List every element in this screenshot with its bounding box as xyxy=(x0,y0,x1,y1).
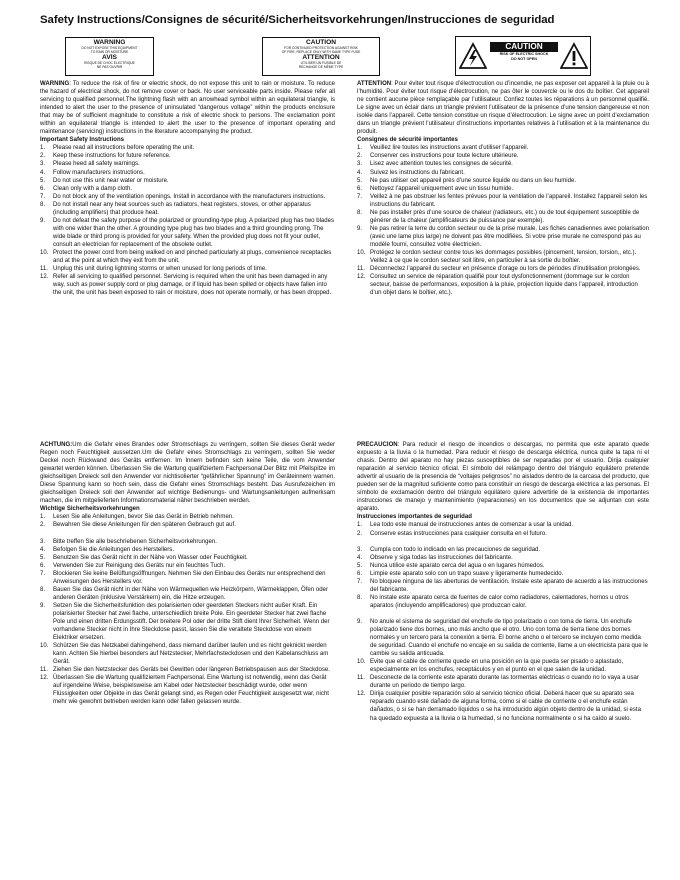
list-item-number: 6. xyxy=(357,185,363,192)
list-item-number: 5. xyxy=(357,177,363,184)
german-lead: ACHTUNG: xyxy=(40,442,73,448)
list-item-text: Please read all instructions before operating the unit. xyxy=(53,145,195,152)
list-item-text: Bitte treffen Sie alle beschriebenen Sicherheitsvorkehrungen. xyxy=(53,538,217,545)
list-item-number: 12. xyxy=(40,274,49,281)
list-item xyxy=(357,185,649,193)
list-item xyxy=(40,177,335,185)
list-item-text: Desconecte de la corriente este aparato durante las tormentas eléctricas o cuando no lo vaya a usar durante un periodo de tiempo largo. xyxy=(370,675,639,690)
spanish-lead: PRECAUCION xyxy=(357,442,398,448)
list-item xyxy=(40,602,335,642)
list-item xyxy=(357,152,649,160)
avis-line-1: RISQUE DE CHOC ÉLECTRIQUE xyxy=(84,61,135,66)
list-item-number: 12. xyxy=(40,675,49,682)
spanish-heading: Instrucciones importantes de seguridad xyxy=(357,514,472,521)
list-item-text: Bewahren Sie diese Anleitungen für den späteren Gebrauch gut auf. xyxy=(53,522,236,529)
list-item-text: Suivez les instructions du fabricant. xyxy=(370,169,465,176)
list-item-number: 8. xyxy=(357,209,363,216)
list-item-number: 11. xyxy=(357,675,365,682)
english-list xyxy=(40,144,335,297)
exclamation-triangle-icon xyxy=(560,42,588,70)
warning-heading: WARNING xyxy=(93,39,126,46)
list-item-text: Ne pas retirer la terre du cordon secteur ou de la prise murale. Les fiches canadiennes avec polarisation (avec une lame plus large) ne doivent pas être modifiées. Si votre prise murale ne correspond pas au modèle fourni, consultez votre électricien. xyxy=(370,225,649,248)
list-item-number: 4. xyxy=(40,169,46,176)
list-item xyxy=(40,201,335,217)
list-item xyxy=(357,578,649,594)
list-item xyxy=(40,169,335,177)
list-item-number: 10. xyxy=(357,659,366,666)
list-item-number: 7. xyxy=(357,193,363,200)
list-item xyxy=(357,177,649,185)
list-item-text: Conserve estas instrucciones para cualquier consulta en el futuro. xyxy=(370,530,547,537)
list-item-text: Verwenden Sie zur Reinigung des Geräts nur ein feuchtes Tuch. xyxy=(53,562,226,569)
list-item xyxy=(357,249,649,265)
list-item-text: Do not block any of the ventilation openings. Install in accordance with the manufacturers instructions. xyxy=(53,193,326,200)
list-item xyxy=(40,217,335,249)
list-item-text: Befolgen Sie die Anleitungen des Herstellers. xyxy=(53,546,175,553)
list-item-number: 1. xyxy=(357,145,363,152)
list-item xyxy=(40,160,335,168)
list-item xyxy=(357,273,649,297)
list-item-text: Cumpla con todo lo indicado en las precauciones de seguridad. xyxy=(370,546,541,553)
list-item-text: Refer all servicing to qualified personnel. Servicing is required when the unit has been damaged in any way, such as power supply cord or plug damage, or if liquid has been spilled or objects have fallen into the unit, the unit has been exposed to rain or moisture, does not operate normally, or has been dropped. xyxy=(53,274,332,297)
english-intro-text: : To reduce the risk of fire or electric shock, do not expose this unit to rain or moisture. To reduce the hazard of electrical shock, do not remove cover or back. No user serviceable parts inside. Please refer all servicing to qualified personnel.The lightning flash with an arrowhead symbol within an equilateral triangle, is intended to alert the user to the presence of uninsulated “dangerous voltage” within the products enclosure that may be of sufficient magnitude to constitute a risk of electric shock to persons. The exclamation point within an equilateral triangle is intended to alert the user to the presence of important operating and maintenance (servicing) instructions in the literature accompanying the product. xyxy=(40,81,335,136)
list-item-text: Ne pas utiliser cet appareil près d’une source liquide ou dans un lieu humide. xyxy=(370,177,577,184)
shock-caution-heading: CAUTION xyxy=(490,42,558,52)
french-lead: ATTENTION xyxy=(357,81,392,87)
list-item xyxy=(357,594,649,610)
french-intro-text: : Pour éviter tout risque d’électrocution ou d’incendie, ne pas exposer cet appareil à la pluie ou à l’humidité. Pour éviter tout risque d’électrocution, ne pas ôter le couvercle ou le dos du boîtier. Cet appareil ne contient aucune pièce remplaçable par l’utilisateur. Confiez toutes les réparations à un personnel qualifié. Le signe avec un éclair dans un triangle prévient l’utilisateur de la présence d’une tension dangereuse et non isolée dans l’appareil. Cette tension constitue un risque d’électrocution. Le signe avec un point d’exclamation dans un triangle prévient l’utilisateur d’instructions importantes relatives à l’utilisation et à la maintenance du produit. xyxy=(357,81,649,136)
list-item-text: Do not install near any heat sources such as radiators, heat registers, stoves, or other apparatus (including amplifiers) that produce heat. xyxy=(53,201,311,216)
list-item xyxy=(357,570,649,578)
list-item xyxy=(357,521,649,529)
list-item-text: Ne pas installer près d’une source de chaleur (radiateurs, etc.) ou de tout équipement susceptible de générer de la chaleur (amplificateurs de puissance par exemple). xyxy=(370,209,640,224)
list-item xyxy=(40,562,335,570)
fuse-attention-line-2: RECHANGE DE MÊME TYPE xyxy=(298,65,344,70)
list-item-text: No instale este aparato cerca de fuentes de calor como radiadores, calentadores, hornos u otros aparatos (incluyendo amplificadores) que produzcan calor. xyxy=(370,594,629,609)
list-item-text: Ziehen Sie den Netzstecker des Geräts bei Gewitten oder längeren Betriebspausen aus der Steckdose. xyxy=(53,667,330,674)
list-item-text: Lea todo este manual de instrucciones antes de comenzar a usar la unidad. xyxy=(370,522,574,529)
list-item xyxy=(357,530,649,538)
list-item xyxy=(357,209,649,225)
list-item xyxy=(357,618,649,658)
list-item-number: 5. xyxy=(357,562,363,569)
list-item-number: 4. xyxy=(357,554,363,561)
list-item xyxy=(357,265,649,273)
fuse-caution-heading: CAUTION xyxy=(305,39,337,46)
warning-line-1: DO NOT EXPOSE THIS EQUIPMENT xyxy=(81,46,138,50)
list-item-text: Setzen Sie die Sicherheitsfunktion des polarisierten oder geerdeten Steckers nicht außer Kraft. Ein polarisierter Stecker hat zwei flache, unterschiedlich breite Pole. Ein geerdeter Stecker hat zwei flache Pole und einen dritten Erdungsstift. Der breitere Pol oder der dritte Stift dient Ihrer Sicherheit. Wenn der vorhandene Stecker nicht in Ihre Steckdose passt, lassen Sie die veraltete Steckdose von einem Elektriker ersetzen. xyxy=(53,602,330,642)
avis-heading: AVIS xyxy=(102,54,117,62)
list-item-number: 10. xyxy=(357,249,366,256)
list-item-number: 6. xyxy=(357,570,363,577)
list-item-text: Déconnectez l’appareil du secteur en présence d’orage ou lors de périodes d’inutilisation prolongées. xyxy=(370,266,641,273)
list-item xyxy=(40,185,335,193)
list-item xyxy=(357,554,649,562)
list-item-text: Lesen Sie alle Anleitungen, bevor Sie das Gerät in Betrieb nehmen. xyxy=(53,514,234,521)
list-item xyxy=(357,193,649,209)
spanish-intro xyxy=(357,441,649,513)
list-item-number: 5. xyxy=(40,554,46,561)
list-item-number: 2. xyxy=(357,153,363,160)
warning-label xyxy=(65,37,154,76)
list-item xyxy=(357,546,649,554)
fuse-caution-line-2: OF FIRE, REPLACE ONLY WITH SAME TYPE FUSE xyxy=(281,50,361,55)
list-item-text: Dirija cualquier posible reparación sólo al servicio técnico oficial. Deberá hacer que su aparato sea reparado cuando esté dañado de alguna forma, como si el cable de corriente o el enchufe están dañados, o si se han derramado líquidos o se ha introducido algún objeto dentro de la unidad, si esta ha quedado expuesta a la lluvia o la humedad, si no funciona normalmente o si ha caído al suelo. xyxy=(370,691,641,722)
list-item-number: 8. xyxy=(40,201,46,208)
list-item xyxy=(40,666,335,674)
list-item xyxy=(40,513,335,521)
list-item xyxy=(40,249,335,265)
list-item xyxy=(40,273,335,297)
french-heading: Consignes de sécurité importantes xyxy=(357,137,458,144)
list-item xyxy=(40,144,335,152)
list-item-number: 3. xyxy=(40,161,46,168)
list-item-number: 8. xyxy=(357,594,363,601)
list-item-text: Nunca utilice este aparato cerca del agua o en lugares húmedos. xyxy=(370,562,545,569)
list-item xyxy=(40,546,335,554)
list-item xyxy=(357,169,649,177)
lightning-triangle-icon xyxy=(459,42,487,70)
list-item-number: 9. xyxy=(357,618,363,625)
list-item xyxy=(40,570,335,586)
list-item-text: No anule el sistema de seguridad del enchufe de tipo polarizado o con toma de tierra. Un enchufe polarizado tiene dos bornes, uno más ancho que el otro. Uno con toma de tierra tiene dos bornes normales y un tercero para la conexión a tierra. El borne ancho o el tercero se incluyen como medida de seguridad. Cuando el enchufe no encaje en su salida de corriente, llame a un electricista para que le cambie su salida anticuada. xyxy=(370,618,649,658)
list-item xyxy=(40,152,335,160)
german-heading: Wichtige Sicherheitsvorkehrungen xyxy=(40,506,140,513)
list-item xyxy=(357,225,649,249)
list-item-text: Keep these instructions for future reference. xyxy=(53,153,171,160)
list-item-text: No bloquee ninguna de las aberturas de ventilación. Instale este aparato de acuerdo a las instrucciones del fabricante. xyxy=(370,578,648,593)
list-item xyxy=(40,674,335,706)
avis-line-2: NE PAS OUVRIR xyxy=(96,65,123,70)
list-item xyxy=(40,586,335,602)
list-item-number: 6. xyxy=(40,185,46,192)
list-item-text: Consultez un service de réparation qualifié pour tout dysfonctionnement (dommage sur le cordon secteur, baisse de performances, exposition à la pluie, projection liquide dans l’appareil, introduction d’un objet dans le boîtier, etc.). xyxy=(370,274,638,297)
list-item-number: 8. xyxy=(40,586,46,593)
list-item-number: 3. xyxy=(357,161,363,168)
list-item-text: Veuillez lire toutes les instructions avant d’utiliser l’appareil. xyxy=(370,145,529,152)
list-item xyxy=(40,538,335,546)
fuse-attention-heading: ATTENTION xyxy=(302,54,340,62)
list-item-text: Follow manufacturers instructions. xyxy=(53,169,145,176)
list-item-text: Observe y siga todas las instrucciones del fabricante. xyxy=(370,554,513,561)
list-item-number: 2. xyxy=(40,522,46,529)
german-intro-text: Um die Gefahr eines Brandes oder Stromschlags zu verringern, sollten Sie dieses Gerät weder Regen noch Feuchtigkeit aussetzen.Um die Gefahr eines Stromschlags zu verringern, sollten Sie weder Deckel noch Rückwand des Geräts entfernen. Im Innern befinden sich keine Teile, die vom Anwender gewartet werden können. Überlassen Sie die Wartung qualifiziertem Fachpersonal.Der Blitz mit Pfeilspitze im gleichseitigen Dreieck soll den Anwender vor nichtisolierter “gefährlicher Spannung” im Geräteinnern warnen. Diese Spannung kann so hoch sein, dass die Gefahr eines Stromschlags besteht. Das Ausrufezeichen im gleichseitigen Dreieck soll den Anwender auf wichtige Bedienungs- und Wartungsanleitungen aufmerksam machen, die im mitgelieferten Informationsmaterial näher beschrieben werden. xyxy=(40,442,335,505)
list-item-text: Schützen Sie das Netzkabel dahingehend, dass niemand darüber laufen und es nicht geknickt werden kann. Achten Sie hierbei besonders auf Netzstecker, Mehrfachsteckdosen und den Kabelanschluss am Gerät. xyxy=(53,643,329,666)
list-item-number: 10. xyxy=(40,643,49,650)
list-item-text: Please heed all safety warnings. xyxy=(53,161,140,168)
list-item-text: Do not defeat the safety purpose of the polarized or grounding-type plug. A polarized plug has two blades with one wider than the other. A grounding type plug has two blades and a third grounding prong. The wide blade or third prong is provided for your safety. When the provided plug does not fit your outlet, consult an electrician for replacement of the obsolete outlet. xyxy=(53,217,335,248)
list-item-number: 7. xyxy=(357,578,363,585)
list-item-text: Limpie este aparato solo con un trapo suave y ligeramente humedecido. xyxy=(370,570,564,577)
page-title: Safety Instructions/Consignes de sécurité/Sicherheitsvorkehrungen/Instrucciones de seguridad xyxy=(40,14,555,26)
list-item-number: 12. xyxy=(357,691,366,698)
list-item xyxy=(357,658,649,674)
list-item-number: 3. xyxy=(40,538,46,545)
spanish-column xyxy=(357,441,649,871)
list-item xyxy=(357,144,649,152)
list-item-number: 9. xyxy=(357,225,363,232)
list-item-text: Conserver ces instructions pour toute lecture ultérieure. xyxy=(370,153,519,160)
list-item-number: 1. xyxy=(40,145,46,152)
list-item-number: 9. xyxy=(40,602,46,609)
german-list xyxy=(40,513,335,706)
list-item-number: 11. xyxy=(357,266,365,273)
spanish-list xyxy=(357,521,649,722)
list-item-number: 1. xyxy=(357,522,363,529)
list-item-number: 7. xyxy=(40,193,46,200)
spanish-intro-text: : Para reducir el riesgo de incendios o descargas, no permita que este aparato quede expuesto a la lluvia o la humedad. Para reducir el riesgo de descarga eléctrica, nunca quite la tapa ni el chasis. Dentro del aparato no hay piezas susceptibles de ser reparadas por el usuario. Dirija cualquier reparación al servicio técnico oficial. El símbolo del relámpago dentro del triángulo equilátero pretende advertir al usuario de la presencia de “voltajes peligrosos” no aislados dentro de la carcasa del producto, que pueden ser de la magnitud suficiente como para constituir un riesgo de descarga eléctrica a las personas. El símbolo de exclamación dentro del triángulo equilátero quiere advertirle de la existencia de importantes instrucciones de manejo y mantenimiento (reparaciones) en los documentos que se adjuntan con este aparato. xyxy=(357,442,649,513)
list-item xyxy=(40,521,335,529)
list-item-number: 2. xyxy=(40,153,46,160)
list-item xyxy=(357,690,649,722)
shock-caution-label xyxy=(455,36,591,76)
list-item-number: 5. xyxy=(40,177,46,184)
fuse-attention-line-1: UTILISER UN FUSIBLE DE xyxy=(300,61,342,66)
french-intro xyxy=(357,80,649,136)
list-item-text: Evite que el cable de corriente quede en una posición en la que pueda ser pisado o aplastado, especialmente en los enchufes, receptáculos y en el punto en el que salen de la unidad. xyxy=(370,659,624,674)
shock-caution-line-1: RISK OF ELECTRIC SHOCK xyxy=(499,52,549,56)
list-item-text: Lisez avec attention toutes les consignes de sécurité. xyxy=(370,161,513,168)
list-item xyxy=(40,265,335,273)
list-item xyxy=(357,160,649,168)
list-item-text: Benutzen Sie das Gerät nicht in der Nähe von Wasser oder Feuchtigkeit. xyxy=(53,554,248,561)
shock-caution-line-2: DO NOT OPEN xyxy=(511,57,537,61)
list-item-number: 11. xyxy=(40,667,48,674)
french-list xyxy=(357,144,649,297)
list-item xyxy=(40,642,335,666)
list-item-text: Unplug this unit during lightning storms or when unused for long periods of time. xyxy=(53,266,267,273)
list-item-number: 12. xyxy=(357,274,366,281)
fuse-caution-line-1: FOR CONTINUED PROTECTION AGAINST RISK xyxy=(284,46,358,50)
list-item-number: 11. xyxy=(40,266,48,273)
list-item-number: 1. xyxy=(40,514,46,521)
french-column xyxy=(357,80,649,400)
list-item-number: 9. xyxy=(40,217,46,224)
list-item-text: Überlassen Sie die Wartung qualifiziertem Fachpersonal. Eine Wartung ist notwendig, wenn das Gerät auf irgendeine Weise, beispielsweise am Kabel oder Netzstecker beschädigt wurde, oder wenn Flüssigkeiten oder Objekte in das Gerät gelangt sind, es Regen oder Feuchtigkeit ausgesetzt war, nicht mehr wie gewohnt betrieben werden kann oder fallen gelassen wurde. xyxy=(53,675,329,706)
list-item xyxy=(357,674,649,690)
list-item-text: Veillez à ne pas obstruer les fentes prévues pour la ventilation de l’appareil. Installez l’appareil selon les instructions du fabricant. xyxy=(370,193,648,208)
list-item-number: 3. xyxy=(357,546,363,553)
list-item xyxy=(40,193,335,201)
list-item-text: Bauen Sie das Gerät nicht in der Nähe von Wärmequellen wie Heizkörpern, Wärmeklappen, Öfen oder anderen Geräten (inklusive Verstärkern) ein, die Hitze erzeugen. xyxy=(53,586,328,601)
list-item-number: 4. xyxy=(357,169,363,176)
english-column xyxy=(40,80,335,400)
list-item-number: 2. xyxy=(357,530,363,537)
english-lead: WARNING xyxy=(40,81,70,87)
list-item xyxy=(40,554,335,562)
german-column xyxy=(40,441,335,871)
list-item-text: Clean only with a damp cloth. xyxy=(53,185,132,192)
list-item-number: 6. xyxy=(40,562,46,569)
list-item-text: Nettoyez l’appareil uniquement avec un tissu humide. xyxy=(370,185,514,192)
english-heading: Important Safety Instructions xyxy=(40,137,124,144)
english-intro xyxy=(40,80,335,136)
warning-line-2: TO RAIN OR MOISTURE xyxy=(90,50,129,55)
list-item-text: Do not use this unit near water or moisture. xyxy=(53,177,169,184)
list-item-text: Protégez le cordon secteur contre tous les dommages possibles (pincement, tension, torsion,, etc.). Veillez à ce que le cordon secteur soit libre, en particulier à sa sortie du boîtier. xyxy=(370,249,637,265)
fuse-caution-label xyxy=(262,37,380,76)
list-item-text: Blockieren Sie keine Belüftungsöffnungen. Nehmen Sie den Einbau des Geräts nur entsprechend den Anweisungen des Herstellers vor. xyxy=(53,570,326,585)
list-item-text: Protect the power cord from being walked on and pinched particularly at plugs, convenience receptacles and at the point at which they exit from the unit. xyxy=(53,249,332,265)
list-item-number: 10. xyxy=(40,249,49,256)
list-item-number: 7. xyxy=(40,570,46,577)
german-intro xyxy=(40,441,335,505)
list-item-number: 4. xyxy=(40,546,46,553)
list-item xyxy=(357,562,649,570)
